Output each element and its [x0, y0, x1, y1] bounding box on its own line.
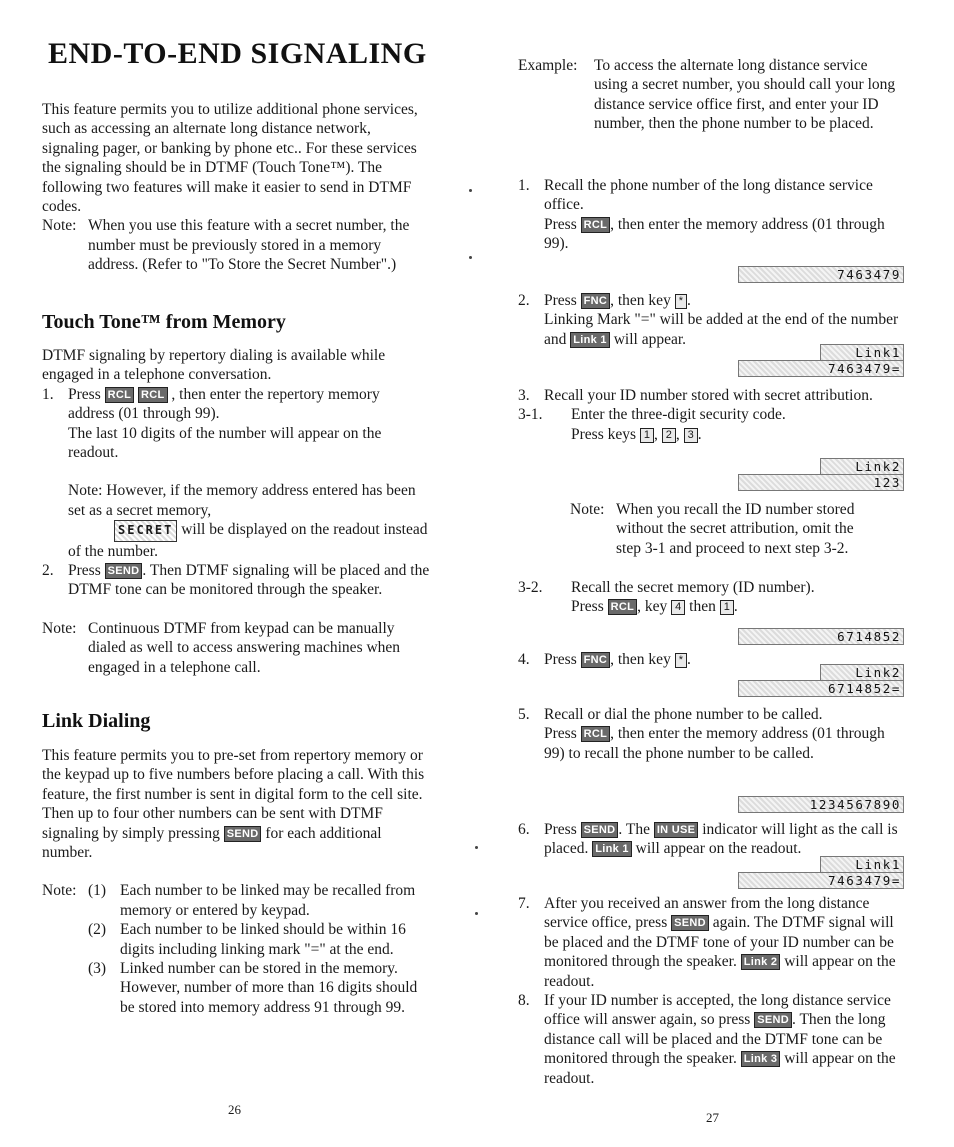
- scan-dot: [469, 189, 472, 192]
- send-key-icon: SEND: [105, 563, 143, 579]
- step-text-pre: Press: [544, 651, 577, 668]
- touch-tone-heading: Touch Tone™ from Memory: [42, 311, 286, 333]
- step-row: [518, 820, 904, 859]
- step-text-pre: Linking Mark "=" will be added at the end of the number and: [544, 311, 899, 348]
- step-text-pre: Press: [544, 215, 577, 233]
- step-text-end: will appear on the readout.: [544, 953, 896, 990]
- step-text-post: indicator will light as the call is placed.: [544, 821, 898, 858]
- step-number: 3.: [518, 387, 530, 404]
- note-row: [570, 500, 904, 558]
- example-row: [518, 56, 904, 134]
- link-dialing-intro: [42, 746, 430, 862]
- rcl-key-icon: RCL: [581, 726, 611, 742]
- step-text-pre: Press keys: [571, 425, 637, 443]
- note-text: Each number to be linked may be recalled from memory or entered by keypad.: [120, 882, 416, 919]
- link-dialing-section: [42, 746, 430, 1017]
- note-label: Note:: [42, 619, 77, 637]
- star-key-icon: *: [675, 294, 687, 309]
- note-text: Continuous DTMF from keypad can be manually dialed as well to access answering machines when engaged in a telephone call.: [88, 619, 401, 676]
- scan-dot: [475, 912, 478, 915]
- link-indicator-icon: Link 2: [741, 954, 781, 970]
- step-body: [544, 176, 904, 254]
- touch-step-2: [42, 561, 430, 600]
- note-text: When you use this feature with a secret number, the number must be previously stored in a memory address. (Refer to "To Store the Secret Number".): [88, 217, 410, 274]
- key-4-icon: 4: [671, 600, 685, 615]
- step-text-post: , then enter the memory address (01 through 99).: [544, 215, 885, 253]
- touch-step-1: [42, 385, 430, 424]
- step-text-pre: Press: [571, 598, 604, 616]
- note-text: When you recall the ID number stored without the secret attribution, omit the step 3-1 and proceed to next step 3-2.: [616, 501, 855, 557]
- rcl-key-icon: RCL: [105, 387, 135, 403]
- step-text-mid: , then key: [610, 292, 671, 309]
- fnc-key-icon: FNC: [581, 293, 611, 309]
- link-indicator-icon: Link 1: [592, 841, 632, 857]
- step-row: [518, 291, 904, 349]
- step-text-pre: After you received an answer from the long distance service office, press: [544, 895, 870, 932]
- step-text-end: .: [686, 292, 691, 309]
- step-8: [518, 991, 904, 1088]
- step-number: 6.: [518, 821, 530, 838]
- link-notes-list: [88, 881, 430, 1017]
- step-instruction: [544, 991, 904, 1088]
- link-notes: [42, 881, 430, 1017]
- step-text: Enter the three-digit security code.: [571, 406, 786, 424]
- step-row: [518, 578, 904, 617]
- link-note-item: [88, 959, 430, 1017]
- readout-display: 7463479: [738, 266, 904, 283]
- send-key-icon: SEND: [581, 822, 619, 838]
- page-number-left: 26: [228, 1102, 241, 1117]
- step-instruction: [544, 894, 904, 991]
- step-body: [544, 705, 904, 763]
- note-label: Note:: [42, 882, 77, 900]
- secret-note-text: Note: However, if the memory address entered has been set as a secret memory,: [68, 482, 416, 519]
- step-1-detail: The last 10 digits of the number will appear on the readout.: [68, 424, 382, 462]
- key-1-icon: 1: [720, 600, 734, 615]
- note-label: Note:: [42, 217, 77, 235]
- scan-dot: [475, 846, 478, 849]
- touch-tone-intro: DTMF signaling by repertory dialing is available while engaged in a telephone conversation.: [42, 347, 386, 384]
- note-number: (1): [88, 882, 107, 900]
- key-1-icon: 1: [640, 428, 654, 443]
- step-body: [544, 291, 904, 349]
- step-number: 2.: [518, 292, 530, 309]
- example-block: [518, 56, 904, 134]
- link-indicator-icon: Link 1: [570, 332, 610, 348]
- step-text: Recall the phone number of the long distance service office.: [544, 177, 873, 214]
- send-key-icon: SEND: [754, 1012, 792, 1028]
- step-text: [68, 561, 430, 600]
- step-instruction: [544, 291, 904, 310]
- key-2-icon: 2: [662, 428, 676, 443]
- secret-note-post: will be displayed on the readout instead of the number.: [68, 521, 428, 560]
- step-text-end: will appear on the readout.: [635, 840, 802, 858]
- substep-3-1: [518, 405, 904, 444]
- readout-display: 6714852: [738, 628, 904, 645]
- step-text: [68, 385, 430, 424]
- step-text-post: . Then the long distance call will be placed and the DTMF tone can be monitored through the speaker.: [544, 1011, 886, 1068]
- step-instruction: Press RCL , key 4 then 1 .: [571, 598, 738, 616]
- link-note-item: [88, 881, 430, 920]
- rcl-key-icon: RCL: [608, 599, 638, 615]
- step-row: [518, 705, 904, 763]
- in-use-indicator-icon: IN USE: [654, 822, 698, 838]
- step-3: [518, 386, 904, 444]
- step-number: 3-1.: [518, 406, 543, 424]
- readout-display: 1234567890: [738, 796, 904, 813]
- step-text-then: then: [689, 598, 716, 616]
- step-row: [518, 386, 904, 405]
- step-number: 4.: [518, 651, 530, 668]
- note-number: (3): [88, 960, 107, 978]
- step-body: [571, 578, 815, 617]
- step-number: 2.: [42, 562, 54, 580]
- key-3-icon: 3: [684, 428, 698, 443]
- secret-note: [42, 481, 430, 561]
- step-text-mid: , key: [637, 598, 668, 616]
- step-text-pre: Press: [68, 562, 101, 580]
- step-5: [518, 705, 904, 763]
- step-number: 5.: [518, 706, 530, 723]
- readout-link-label: Link1: [820, 344, 904, 361]
- intro-text: This feature permits you to pre-set from repertory memory or the keypad up to five numbers before placing a call. With this feature, the first number is sent in digital form to the cell site. Then up to four other numbers can be sent with DTMF signaling by simply pressing: [42, 747, 425, 842]
- note-label: Note:: [570, 501, 605, 518]
- step-text-pre: Press: [544, 725, 577, 743]
- touch-tone-section: [42, 346, 430, 677]
- step-number: 1.: [518, 177, 530, 194]
- link-indicator-icon: Link 3: [741, 1051, 781, 1067]
- step-2: [518, 291, 904, 349]
- step-instruction: Press keys 1 , 2 , 3 .: [571, 425, 702, 443]
- rcl-key-icon: RCL: [581, 217, 611, 233]
- step-text-pre: If your ID number is accepted, the long distance service office will answer again, so press: [544, 992, 891, 1029]
- step-text-post: , then enter the memory address (01 through 99) to recall the phone number to be called.: [544, 725, 885, 762]
- page-number-right: 27: [706, 1110, 719, 1125]
- step-number: 3-2.: [518, 579, 543, 596]
- fnc-key-icon: FNC: [581, 652, 611, 668]
- star-key-icon: *: [675, 653, 687, 668]
- step-6: [518, 820, 904, 859]
- step-text-post: will appear.: [613, 330, 687, 348]
- step-7: [518, 894, 904, 1088]
- step-instruction: [544, 724, 904, 763]
- intro-text-post: for each additional number.: [42, 824, 382, 862]
- step-text-pre: Press: [68, 385, 101, 403]
- page-title: END-TO-END SIGNALING: [48, 37, 427, 70]
- step-number: 1.: [42, 385, 54, 403]
- readout-display: 6714852=: [738, 680, 904, 697]
- step-body: [571, 405, 786, 444]
- step-number: 7.: [518, 895, 530, 912]
- step-text-mid: . The: [618, 821, 650, 838]
- step-instruction: Press FNC , then key * .: [544, 651, 691, 668]
- step-instruction: [544, 820, 904, 859]
- readout-link-label: Link2: [820, 458, 904, 475]
- note-text: Linked number can be stored in the memory. However, number of more than 16 digits should be stored into memory address 91 through 99.: [120, 960, 418, 1016]
- intro-note: [42, 216, 430, 274]
- intro-block: [42, 100, 430, 275]
- link-dialing-heading: Link Dialing: [42, 710, 151, 732]
- link-note-item: [88, 920, 430, 959]
- readout-link-label: Link1: [820, 856, 904, 873]
- example-text: To access the alternate long distance service using a secret number, you should call your long distance service office first, and enter your ID number, then the phone number to be placed.: [594, 57, 896, 133]
- readout-display: 7463479=: [738, 872, 904, 889]
- scan-dot: [469, 256, 472, 259]
- step-text: Recall the secret memory (ID number).: [571, 579, 815, 596]
- step-text: Recall or dial the phone number to be called.: [544, 706, 823, 723]
- readout-link-label: Link2: [820, 664, 904, 681]
- send-key-icon: SEND: [224, 826, 262, 842]
- step-text-post: . Then DTMF signaling will be placed and the DTMF tone can be monitored through the speaker.: [68, 562, 430, 599]
- step-instruction: [544, 215, 904, 254]
- step-text: Recall your ID number stored with secret attribution.: [544, 387, 873, 404]
- substep-3-2: [518, 578, 904, 617]
- continuous-dtmf-note: [42, 619, 430, 677]
- example-label: Example:: [518, 57, 578, 74]
- readout-display: 123: [738, 474, 904, 491]
- readout-display: 7463479=: [738, 360, 904, 377]
- step-1: [518, 176, 904, 254]
- rcl-key-icon: RCL: [138, 387, 168, 403]
- note-number: (2): [88, 921, 107, 939]
- step-text-pre: Press: [544, 821, 577, 838]
- step-text-post: again. The DTMF signal will be placed and the DTMF tone of your ID number can be monitored through the speaker.: [544, 914, 894, 971]
- secret-display-icon: SECRET: [114, 520, 177, 541]
- step-text-post: , then enter the repertory memory address (01 through 99).: [68, 385, 380, 423]
- step-number: 8.: [518, 992, 530, 1010]
- step-row: [518, 176, 904, 254]
- step-text-pre: Press: [544, 292, 577, 309]
- step-text-end: will appear on the readout.: [544, 1050, 896, 1087]
- substep-3-1-note: [570, 500, 904, 558]
- intro-paragraph: This feature permits you to utilize additional phone services, such as accessing an alternate long distance network, signaling pager, or banking by phone etc.. For these services the signaling should be in DTMF (Touch Tone™). The following two features will make it easier to send in DTMF codes.: [42, 101, 418, 216]
- step-text-mid: , then key: [610, 651, 671, 668]
- step-row: [518, 894, 904, 991]
- send-key-icon: SEND: [671, 915, 709, 931]
- note-text: Each number to be linked should be within 16 digits including linking mark "=" at the end.: [120, 921, 406, 958]
